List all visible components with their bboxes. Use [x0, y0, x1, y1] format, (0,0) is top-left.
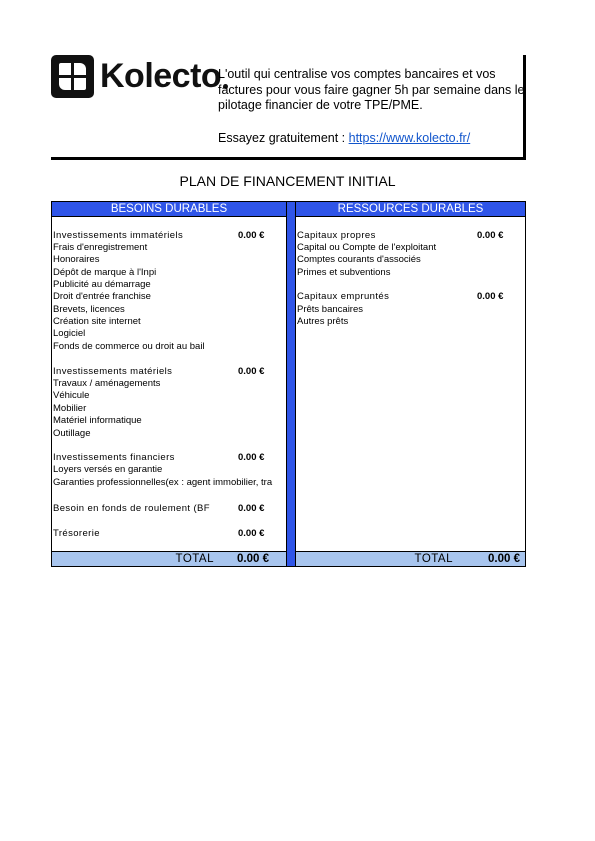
ressources-row-label: Capital ou Compte de l'exploitant [297, 242, 437, 253]
ressources-row-label: Capitaux empruntés [297, 291, 390, 302]
besoins-row [53, 464, 286, 476]
besoins-row-label: Investissements financiers [53, 452, 175, 463]
besoins-row [53, 254, 286, 266]
besoins-row [53, 390, 286, 402]
besoins-row-label: Brevets, licences [53, 304, 125, 315]
ressources-row [297, 230, 525, 242]
besoins-row-label: Honoraires [53, 254, 100, 265]
besoins-row-label: Droit d'entrée franchise [53, 291, 151, 302]
ressources-total-value: 0.00 € [488, 553, 520, 565]
promo-text: L'outil qui centralise vos comptes bancaires et vos factures pour vous faire gagner 5h par semaine dans le pilotage financier de votre TPE/PME. [218, 67, 525, 112]
promo-header [51, 55, 526, 160]
besoins-row [53, 528, 286, 540]
kolecto-logo [51, 55, 221, 99]
besoins-row-label: Mobilier [53, 403, 87, 414]
besoins-row-value: 0.00 € [238, 528, 265, 539]
besoins-total-label: TOTAL [175, 553, 214, 565]
ressources-header: RESSOURCES DURABLES [296, 202, 525, 217]
ressources-row [297, 267, 525, 279]
besoins-row [53, 328, 286, 340]
ressources-row-label: Comptes courants d'associés [297, 254, 421, 265]
besoins-row-label: Création site internet [53, 316, 141, 327]
besoins-row [53, 230, 286, 242]
besoins-row-label: Investissements matériels [53, 366, 173, 377]
kolecto-link[interactable]: https://www.kolecto.fr/ [348, 131, 471, 145]
besoins-row [53, 477, 286, 489]
besoins-row [53, 267, 286, 279]
besoins-row [53, 403, 286, 415]
besoins-row-label: Outillage [53, 428, 91, 439]
ressources-row-label: Prêts bancaires [297, 304, 364, 315]
besoins-row-label: Fonds de commerce ou droit au bail [53, 341, 205, 352]
besoins-row-value: 0.00 € [238, 366, 265, 377]
besoins-row [53, 316, 286, 328]
besoins-row [53, 428, 286, 440]
ressources-row [297, 316, 525, 328]
ressources-row-label: Capitaux propres [297, 230, 376, 241]
besoins-row-label: Véhicule [53, 390, 90, 401]
besoins-total-value: 0.00 € [237, 553, 269, 565]
besoins-row-label: Besoin en fonds de roulement (BF [53, 503, 210, 514]
ressources-column [296, 202, 525, 566]
besoins-row [53, 304, 286, 316]
besoins-row [53, 452, 286, 464]
kolecto-logo-icon [51, 55, 94, 98]
ressources-row-label: Primes et subventions [297, 267, 391, 278]
besoins-row-label: Publicité au démarrage [53, 279, 151, 290]
besoins-row [53, 279, 286, 291]
try-line [218, 131, 470, 145]
besoins-row-value: 0.00 € [238, 452, 265, 463]
besoins-column [52, 202, 286, 566]
ressources-row-value: 0.00 € [477, 230, 504, 241]
column-separator [286, 202, 296, 566]
ressources-row [297, 242, 525, 254]
ressources-row [297, 291, 525, 303]
financing-table [51, 201, 526, 567]
besoins-row-label: Trésorerie [53, 528, 100, 539]
besoins-row-label: Matériel informatique [53, 415, 142, 426]
page-title: PLAN DE FINANCEMENT INITIAL [179, 173, 396, 189]
besoins-header: BESOINS DURABLES [52, 202, 286, 217]
besoins-row [53, 242, 286, 254]
try-label: Essayez gratuitement : [218, 131, 349, 145]
besoins-row-value: 0.00 € [238, 503, 265, 514]
ressources-total-row [296, 551, 525, 566]
ressources-row [297, 254, 525, 266]
besoins-row [53, 503, 286, 515]
besoins-row [53, 366, 286, 378]
besoins-row-value: 0.00 € [238, 230, 265, 241]
besoins-row-label: Investissements immatériels [53, 230, 184, 241]
besoins-row-label: Frais d'enregistrement [53, 242, 148, 253]
besoins-row [53, 415, 286, 427]
besoins-row-label: Garanties professionnelles(ex : agent immobilier, tra [53, 477, 273, 488]
besoins-row [53, 341, 286, 353]
ressources-total-label: TOTAL [414, 553, 453, 565]
besoins-total-row [52, 551, 286, 566]
besoins-row [53, 291, 286, 303]
ressources-row-label: Autres prêts [297, 316, 349, 327]
besoins-row-label: Loyers versés en garantie [53, 464, 163, 475]
besoins-row [53, 378, 286, 390]
ressources-row [297, 304, 525, 316]
ressources-row-value: 0.00 € [477, 291, 504, 302]
besoins-row-label: Dépôt de marque à l'Inpi [53, 267, 157, 278]
besoins-row-label: Travaux / aménagements [53, 378, 161, 389]
logo-wordmark: Kolecto [100, 57, 222, 95]
besoins-row-label: Logiciel [53, 328, 86, 339]
